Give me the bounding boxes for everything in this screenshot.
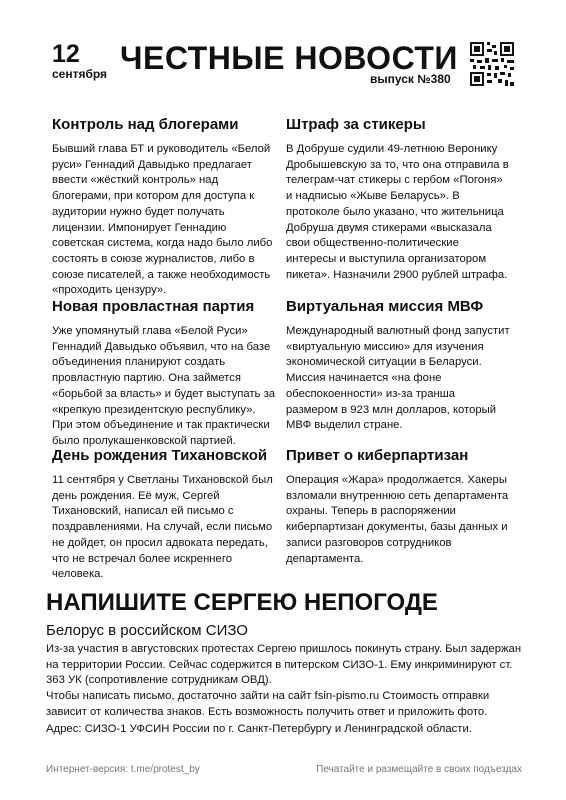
letter-paragraph: Чтобы написать письмо, достаточно зайти на сайт fsin-pismo.ru Стоимость отправки зависит от количества знаков. Есть возможность получить ответ и приложить фото.	[46, 690, 490, 718]
article-title: День рождения Тихановской	[52, 447, 268, 464]
article-birthday	[52, 447, 276, 583]
article-new-party	[52, 298, 276, 450]
article-imf-mission	[286, 298, 510, 434]
article-text: 11 сентября у Светланы Тихановской был день рождения. Её муж, Сергей Тихановский, написал ей письмо с поздравлениями. На случай, если письмо не дойдет, он просил адвоката передать, что не встречал более искреннего человека.	[52, 474, 273, 581]
article-text: Международный валютный фонд запустит «виртуальную миссию» для изучения экономической ситуации в Беларуси. Миссия начинается «на фоне обеспокоенности» из-за транша размером в 923 млн долларов, который МВФ выделил стране.	[286, 325, 510, 432]
prison-address: Адрес: СИЗО-1 УФСИН России по г. Санкт-Петербургу и Ленинградской области.	[46, 723, 472, 735]
issue-month: сентября	[52, 67, 108, 81]
letter-paragraph: Из-за участия в августовских протестах Сергею пришлось покинуть страну. Был задержан на территории России. Сейчас содержится в питерском СИЗО-1. Ему инкриминируют ст. 363 УК (сопротивление сотрудникам ОВД).	[46, 643, 522, 687]
article-title: Новая провластная партия	[52, 298, 255, 315]
newspaper-title: ЧЕСТНЫЕ НОВОСТИ	[120, 40, 458, 76]
article-text: В Добруше судили 49-летнюю Веронику Дробышевскую за то, что она отправила в телеграм-чат стикеры с гербом «Погоня» и надписью «Жыве Беларусь». В протоколе было указано, что жительница Добруша двумя стикерами «высказала свои общественно-политические интересы и выступила организатором пикета». Назначили 2900 рублей штрафа.	[286, 143, 509, 281]
masthead	[46, 40, 520, 92]
article-title: Штраф за стикеры	[286, 116, 426, 133]
letter-body	[46, 642, 522, 721]
article-title: Виртуальная миссия МВФ	[286, 298, 484, 315]
footer-print-note: Печатайте и размещайте в своих подъездах	[316, 764, 522, 775]
issue-number: выпуск №380	[370, 72, 451, 86]
article-text: Бывший глава БТ и руководитель «Белой руси» Геннадий Давыдько предлагает ввести «жёсткий контроль» над блогерами, при котором для доступа к аудитории нужно будет получать лицензии. Импонирует Геннадию советская система, когда надо было либо состоять в союзе журналистов, либо в союзе писателей, а также необходимость «проходить цензуру».	[52, 143, 273, 297]
article-title: Контроль над блогерами	[52, 116, 239, 133]
article-cyberpartisans	[286, 447, 510, 567]
footer-web-link: Интернет-версия: t.me/protest_by	[46, 764, 200, 775]
issue-day: 12	[52, 40, 80, 68]
letter-heading: НАПИШИТЕ СЕРГЕЮ НЕПОГОДЕ	[46, 589, 438, 616]
article-text: Операция «Жара» продолжается. Хакеры взломали внутреннюю сеть департамента охраны. Теперь в распоряжении киберпартизан документы, базы данных и записи разговоров сотрудников департамента.	[286, 474, 509, 565]
article-sticker-fine	[286, 116, 510, 283]
article-text: Уже упомянутый глава «Белой Руси» Геннадий Давыдько объявил, что на базе объединения планируют создать провластную партию. Она займется «борьбой за власть» и будет выступать за «крепкую президентскую республику». При этом объединение и так практически было пролукашенковской партией.	[52, 325, 276, 447]
article-title: Привет о киберпартизан	[286, 447, 469, 464]
qr-code-icon	[470, 42, 514, 86]
letter-subtitle: Белорус в российском СИЗО	[46, 622, 248, 639]
article-blogger-control	[52, 116, 276, 299]
